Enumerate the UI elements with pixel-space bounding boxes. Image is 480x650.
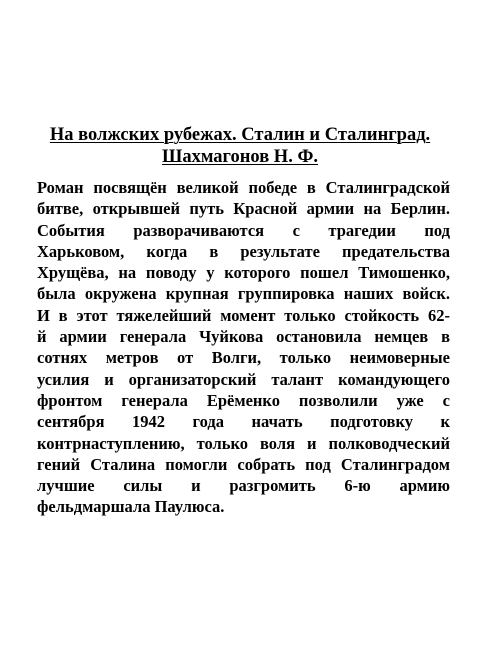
description-line: усилия и организаторский талант командующего	[37, 369, 450, 389]
description-line: лучшие силы и разгромить 6-ю армию	[37, 476, 450, 496]
description-line: гений Сталина помогли собрать под Сталинградом	[37, 454, 450, 474]
description-line: И в этот тяжелейший момент только стойкость 62-	[37, 305, 450, 325]
description-line: Роман посвящён великой победе в Сталинградской	[37, 178, 450, 197]
book-title: На волжских рубежах. Сталин и Сталинград.	[49, 125, 431, 145]
description-line: была окружена крупная группировка наших войск.	[37, 284, 450, 304]
book-author: Шахмагонов Н. Ф.	[162, 147, 318, 167]
document-header	[20, 124, 460, 168]
description-line: сотнях метров от Волги, только неимоверные	[37, 348, 450, 368]
description-line: фронтом генерала Ерёменко позволили уже с	[37, 390, 450, 410]
description-line: битве, открывшей путь Красной армии на Берлин.	[37, 199, 450, 219]
description-line: Харьковом, когда в результате предательства	[37, 241, 450, 261]
description-line: контрнаступлению, только воля и полководческий	[37, 433, 450, 453]
description-line: сентября 1942 года начать подготовку к	[37, 412, 450, 432]
description-line: фельдмаршала Паулюса.	[37, 497, 225, 517]
book-description	[37, 177, 450, 518]
description-line: Хрущёва, на поводу у которого пошел Тимошенко,	[37, 263, 450, 283]
description-line: События разворачиваются с трагедии под	[37, 220, 450, 240]
description-line: й армии генерала Чуйкова остановила немцев в	[37, 327, 450, 347]
